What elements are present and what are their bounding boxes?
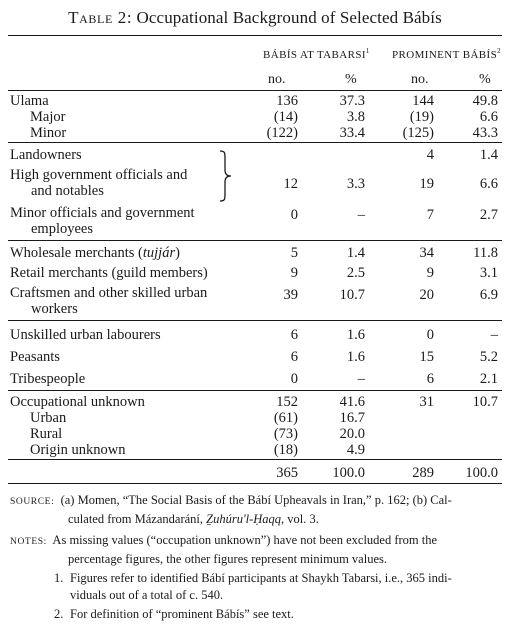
col-header-no-1: no. (268, 72, 286, 87)
table-title (0, 8, 510, 28)
table-row: Craftsmen and other skilled urban workers 39 10.7 20 6.9 (10, 285, 498, 317)
table-row: Wholesale merchants (tujjár) 5 1.4 34 11.8 (10, 245, 498, 261)
table-label: Table 2: (68, 8, 133, 27)
group-header-tabarsi: BÁBÍS AT TABARSI$^1$ (263, 47, 370, 61)
section-rule (8, 459, 502, 460)
notes-block: NOTES: As missing values (“occupation unknown”) have not been excluded from the percentage figures, the other figures represent minimum values. (10, 533, 438, 566)
section-rule (8, 320, 502, 321)
bottom-rule (8, 483, 502, 484)
table-row: Urban (61) 16.7 (30, 410, 365, 426)
totals-row: 365 100.0 289 100.0 (276, 465, 498, 481)
section-rule (8, 142, 502, 143)
table-row: Major (14) 3.8 (19) 6.6 (30, 109, 498, 125)
table-title-text: Occupational Background of Selected Bábís (136, 8, 442, 27)
col-header-pct-2: % (479, 72, 491, 87)
table-row: Rural (73) 20.0 (30, 426, 365, 442)
top-rule (8, 35, 502, 36)
table-row: Minor officials and government employees 0 – 7 2.7 (10, 205, 498, 237)
group-header-prominent: PROMINENT BÁBÍS$^2$ (392, 47, 502, 61)
table-row: High government officials and and notables 12 3.3 19 6.6 (10, 167, 498, 199)
col-header-pct-1: % (345, 72, 357, 87)
col-header-no-2: no. (411, 72, 429, 87)
table-row: Retail merchants (guild members) 9 2.5 9 3.1 (10, 265, 498, 281)
footnote-1: 1. Figures refer to identified Bábí participants at Shaykh Tabarsi, i.e., 365 indi- viduals out of a total of c. 540. (54, 571, 452, 602)
source-note: SOURCE: (a) Momen, “The Social Basis of the Bábí Upheavals in Iran,” p. 162; (b) Cal- culated from Mázandarání, Ẕuhúru'l-Ḥaqq, vol. 3. (10, 493, 452, 526)
table-row: Origin unknown (18) 4.9 (30, 442, 365, 458)
section-rule (8, 390, 502, 391)
table-row: Minor (122) 33.4 (125) 43.3 (30, 125, 498, 141)
section-rule (8, 240, 502, 241)
table-row: Peasants 6 1.6 15 5.2 (10, 349, 498, 365)
footnote-2: 2. For definition of “prominent Bábís” see text. (54, 607, 294, 621)
table-row: Tribespeople 0 – 6 2.1 (10, 371, 498, 387)
table-row: Landowners 4 1.4 (10, 147, 498, 163)
brace-icon (218, 150, 234, 202)
table-row: Occupational unknown 152 41.6 31 10.7 (10, 394, 498, 410)
header-rule (8, 90, 502, 91)
table-row: Unskilled urban labourers 6 1.6 0 – (10, 327, 498, 343)
table-row: Ulama 136 37.3 144 49.8 (10, 93, 498, 109)
